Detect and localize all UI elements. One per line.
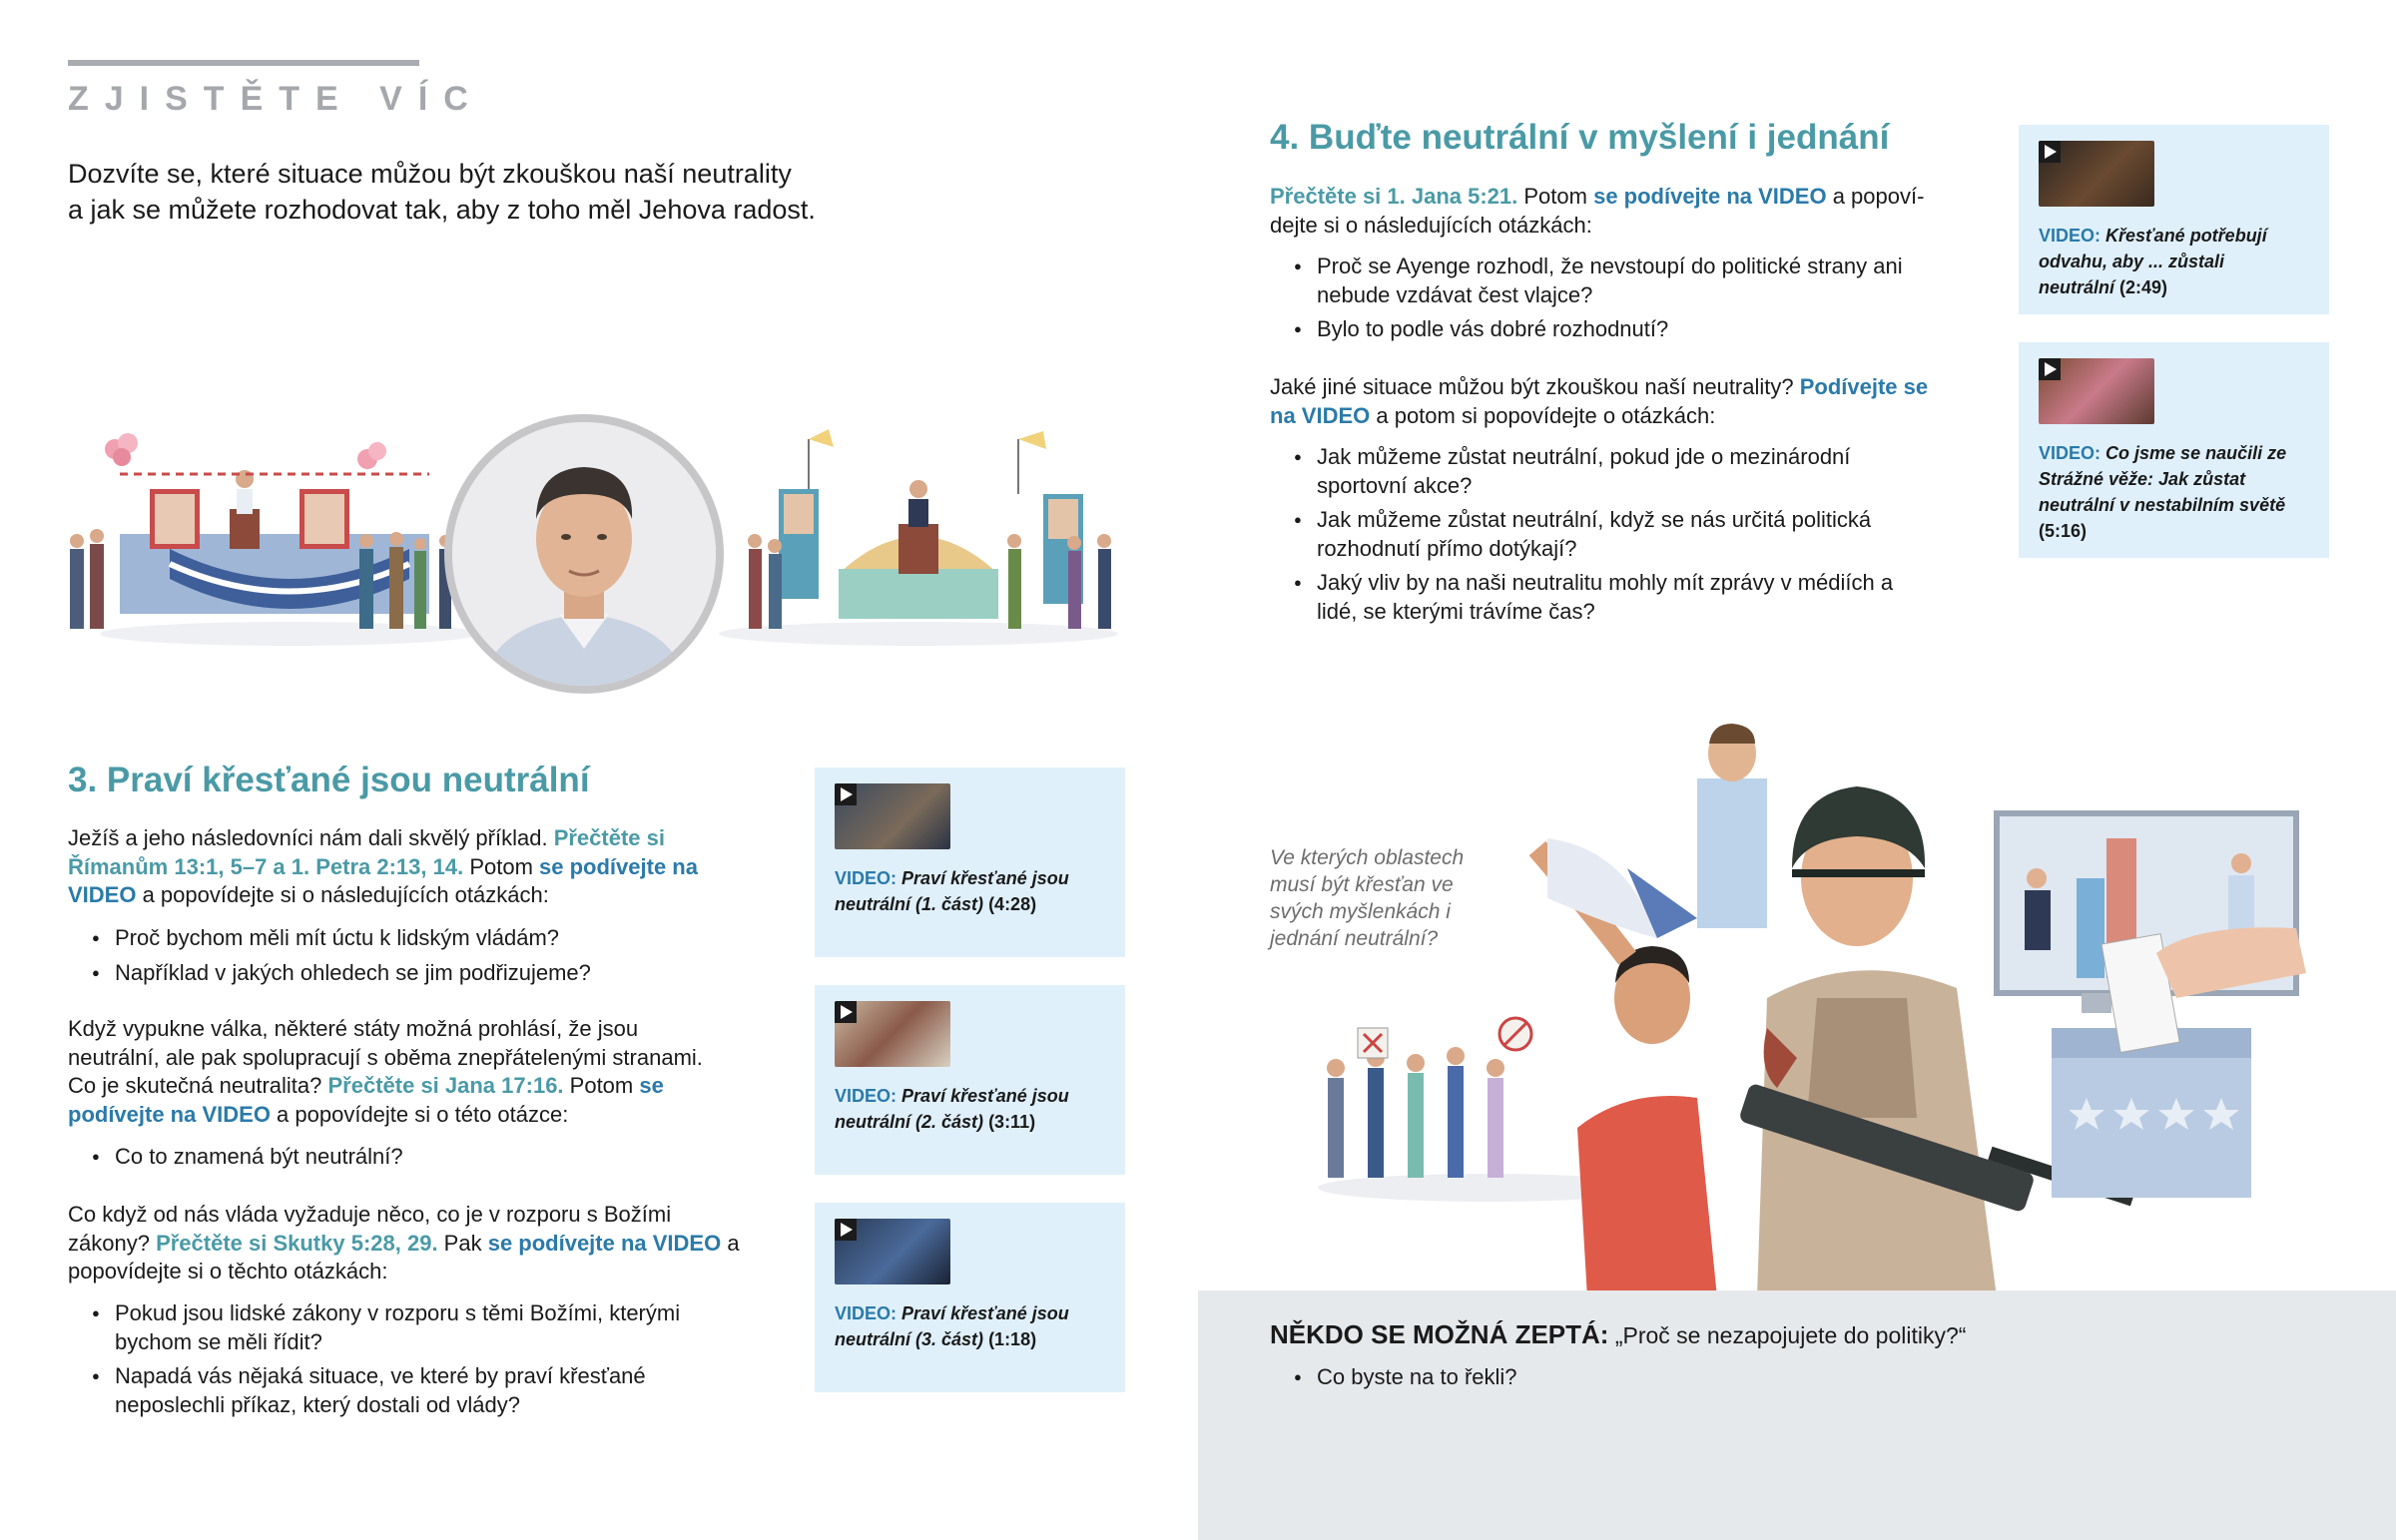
video-title: Praví křesťané jsou neutrální (1. část) — [835, 868, 1069, 914]
section-4-paragraph-2 — [1270, 373, 1939, 430]
video-title: Praví křesťané jsou neutrální (3. část) — [835, 1303, 1069, 1349]
video-card[interactable] — [815, 768, 1125, 957]
play-icon[interactable] — [835, 783, 857, 805]
question-item: ● Bylo to podle vás dobré rozhodnutí? — [1270, 315, 1929, 344]
text: Potom — [463, 853, 540, 879]
watch-video-link[interactable]: se podívejte na VIDEO — [487, 1230, 722, 1256]
tv-and-ballot — [1997, 813, 2306, 1198]
video-duration: (2:49) — [2119, 277, 2168, 297]
portrait-man — [439, 399, 739, 699]
watch-video-link[interactable]: se podívejte na VIDEO — [68, 1073, 664, 1127]
text: a popovídejte si o těchto otázkách: — [68, 1230, 740, 1283]
play-icon[interactable] — [2039, 141, 2061, 163]
section-3-paragraph-2 — [68, 1015, 717, 1129]
question-item: ● Pokud jsou lidské zákony v rozporu s těmi Božími, kterými bychom se měli řídit? — [68, 1299, 707, 1356]
ask-lead: NĚKDO SE MOŽNÁ ZEPTÁ: — [1270, 1319, 1609, 1349]
play-icon[interactable] — [2039, 358, 2061, 380]
someone-may-ask-heading — [1270, 1317, 1966, 1352]
video-duration: (5:16) — [2039, 521, 2088, 541]
video-thumbnail[interactable] — [2039, 358, 2154, 424]
section-3-paragraph-1 — [68, 824, 707, 910]
text: Potom — [1517, 184, 1594, 209]
video-label: VIDEO: — [2039, 443, 2101, 463]
scripture-link[interactable]: Přečtěte si Jana 17:16. — [327, 1073, 564, 1098]
question-item: ● Proč se Ayenge rozhodl, že nevstoupí do politické strany ani nebude vzdávat čest vlajce? — [1270, 253, 1929, 309]
video-duration: (3:11) — [988, 1112, 1036, 1132]
ask-questions — [1270, 1357, 2168, 1392]
video-thumbnail[interactable] — [2039, 141, 2154, 207]
text: a popovídejte si o následujících otázkách: — [136, 882, 549, 907]
right-rally-scene — [719, 429, 1118, 646]
section-4-questions-2 — [1270, 437, 1929, 626]
ask-question: „Proč se nezapojujete do politiky?“ — [1608, 1322, 1967, 1348]
scripture-link[interactable]: Přečtěte si Skutky 5:28, 29. — [156, 1230, 438, 1256]
video-caption — [835, 1300, 1084, 1352]
video-card[interactable] — [815, 1203, 1125, 1392]
play-icon[interactable] — [835, 1001, 857, 1023]
neutrality-illustration — [1298, 699, 2376, 1297]
question-item: ● Jak můžeme zůstat neutrální, pokud jde o mezinárodní sportovní akce? — [1270, 443, 1929, 500]
scripture-link[interactable]: Přečtěte si 1. Jana 5:21. — [1270, 184, 1518, 209]
question-item: ● Co byste na to řekli? — [1270, 1363, 2168, 1392]
text: a popovídejte si o následujících otázkách: — [1270, 184, 1925, 238]
video-title: Co jsme se naučili ze Strážné věže: Jak zůstat neutrální v nestabilním světě — [2039, 443, 2287, 515]
watch-video-link[interactable]: se podívejte na VIDEO — [1593, 184, 1827, 209]
header-rule — [68, 60, 419, 66]
text: Potom — [563, 1073, 640, 1098]
video-duration: (1:18) — [988, 1329, 1037, 1349]
question-item: ● Jaký vliv by na naši neutralitu mohly mít zprávy v médiích a lidé, se kterými trávíme čas? — [1270, 569, 1929, 626]
text: Co když od nás vláda vyžaduje něco, co je v rozporu s Božími zákony? — [68, 1202, 672, 1256]
section-3-heading: 3. Praví křesťané jsou neutrální — [68, 761, 590, 799]
question-item: ● Například v jakých ohledech se jim podřizujeme? — [68, 959, 707, 988]
scripture-link[interactable]: Přečtěte si Římanům 13:1, 5–7 a 1. Petra 2:13, 14. — [68, 825, 665, 879]
sports-fan — [1537, 838, 1717, 1297]
text: a popovídejte si o této otázce: — [270, 1101, 569, 1127]
text: Ježíš a jeho následovníci nám dali skvělý příklad. — [68, 825, 554, 850]
illustration-caption: Ve kterých oblastech musí být křesťan ve svých myšlenkách i jednání neutrální? — [1270, 846, 1465, 950]
video-label: VIDEO: — [2039, 226, 2101, 246]
video-thumbnail[interactable] — [835, 1001, 950, 1067]
section-4-questions-1 — [1270, 247, 1929, 344]
video-card[interactable] — [2019, 342, 2329, 558]
section-title: ZJISTĚTE VÍC — [68, 80, 484, 118]
section-3-questions-2 — [68, 1137, 707, 1172]
video-label: VIDEO: — [835, 868, 898, 888]
section-4-heading: 4. Buďte neutrální v myšlení i jednání — [1270, 118, 1890, 157]
intro-line-2: a jak se můžete rozhodovat tak, aby z toho měl Jehova radost. — [68, 195, 816, 225]
question-item: ● Napadá vás nějaká situace, ve které by praví křesťané neposlechli příkaz, který dostali od vlády? — [68, 1362, 707, 1419]
young-man — [1697, 724, 1767, 928]
video-caption — [835, 865, 1084, 917]
play-icon[interactable] — [835, 1219, 857, 1241]
video-card[interactable] — [2019, 125, 2329, 314]
video-title: Praví křesťané jsou neutrální (2. část) — [835, 1086, 1069, 1132]
video-caption — [2039, 440, 2308, 544]
video-thumbnail[interactable] — [835, 783, 950, 849]
video-label: VIDEO: — [835, 1303, 898, 1323]
video-thumbnail[interactable] — [835, 1219, 950, 1284]
text: Jaké jiné situace můžou být zkouškou naší neutrality? — [1270, 374, 1800, 399]
section-3-paragraph-3 — [68, 1201, 747, 1286]
question-item: ● Jak můžeme zůstat neutrální, když se nás určitá politická rozhodnutí přímo dotýkají? — [1270, 506, 1929, 563]
video-caption — [835, 1083, 1084, 1135]
video-duration: (4:28) — [988, 894, 1037, 914]
question-item: ● Proč bychom měli mít úctu k lidským vládám? — [68, 924, 707, 953]
left-rally-scene — [70, 433, 479, 646]
text: Pak — [437, 1230, 488, 1256]
section-3-questions-1 — [68, 918, 707, 987]
text: a potom si popovídejte o otázkách: — [1370, 402, 1716, 428]
rally-illustration — [60, 399, 1158, 699]
intro-line-1: Dozvíte se, které situace můžou být zkouškou naší neutrality — [68, 159, 792, 189]
video-title: Křesťané potřebují odvahu, aby ... zůstali neutrální — [2039, 226, 2267, 297]
video-label: VIDEO: — [835, 1086, 898, 1106]
video-card[interactable] — [815, 985, 1125, 1175]
watch-video-link[interactable]: Podívejte se na VIDEO — [1270, 374, 1929, 428]
section-3-questions-3 — [68, 1293, 707, 1419]
video-caption — [2039, 223, 2288, 300]
question-item: ● Co to znamená být neutrální? — [68, 1143, 707, 1172]
intro-text — [68, 156, 867, 228]
text: Když vypukne válka, některé státy možná prohlásí, že jsou neutrální, ale pak spolupracují s oběma znepřátelenými stranami. Co je skutečná neutralita? — [68, 1016, 703, 1098]
watch-video-link[interactable]: se podívejte na VIDEO — [68, 853, 698, 907]
section-4-paragraph-1 — [1270, 183, 1949, 240]
